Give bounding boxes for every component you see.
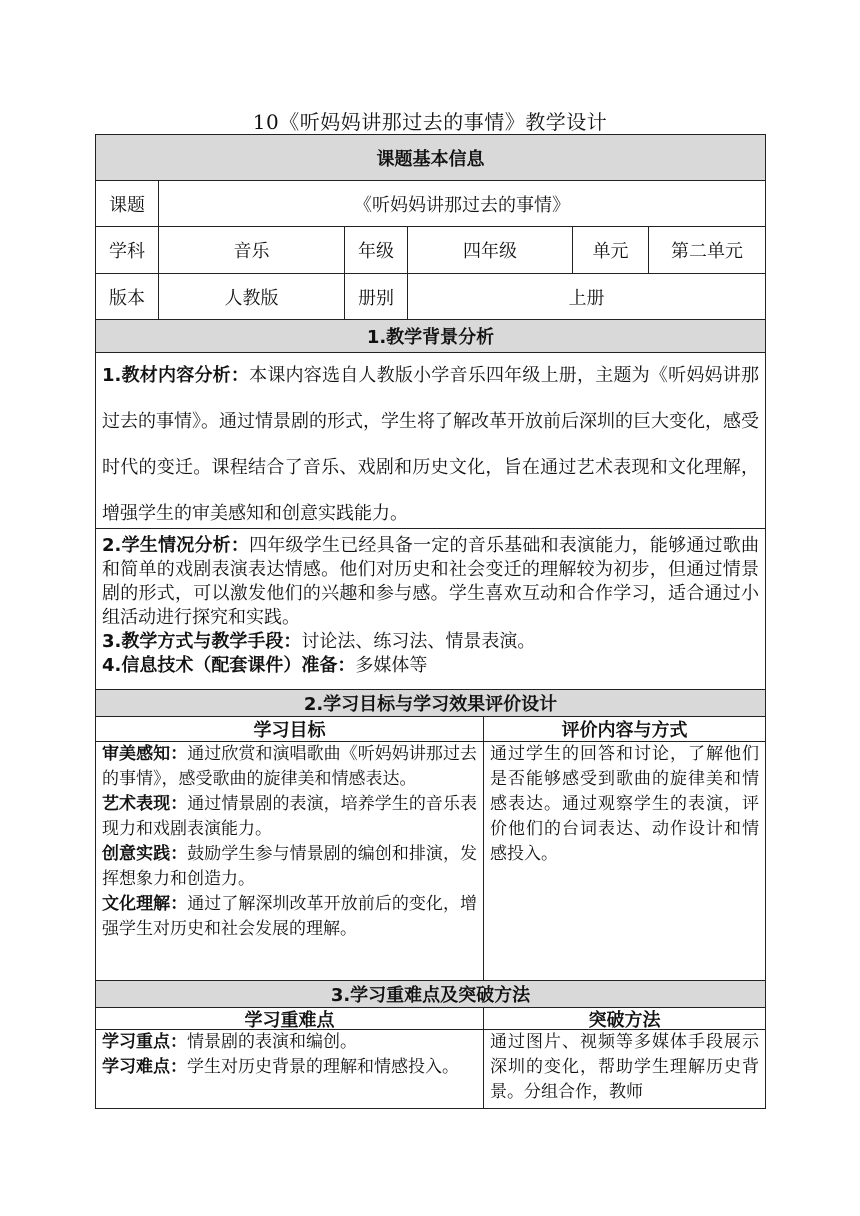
goal-label: 文化理解： — [102, 894, 188, 914]
goal-label: 审美感知： — [102, 744, 188, 764]
section3-header: 3.学习重难点及突破方法 — [95, 980, 766, 1008]
goal-label: 创意实践： — [102, 844, 188, 864]
grade-value: 四年级 — [407, 226, 573, 274]
teaching-methods-label: 3.教学方式与教学手段： — [102, 631, 302, 652]
method-column-header: 突破方法 — [483, 1007, 766, 1030]
evaluation-content: 通过学生的回答和讨论，了解他们是否能够感受到歌曲的旋律美和情感表达。通过观察学生的表演，评价他们的台词表达、动作设计和情感投入。 — [483, 741, 766, 981]
key-point — [102, 1030, 477, 1055]
goal-cultural — [102, 892, 477, 942]
unit-label: 单元 — [572, 226, 649, 274]
difficult-point-text: 学生对历史背景的理解和情感投入。 — [187, 1057, 459, 1077]
difficult-point — [102, 1055, 477, 1080]
key-point-text: 情景剧的表演和编创。 — [187, 1032, 357, 1052]
basic-info-header: 课题基本信息 — [95, 134, 766, 181]
topic-value: 《听妈妈讲那过去的事情》 — [158, 180, 766, 227]
difficult-point-label: 学习难点： — [102, 1057, 187, 1077]
goal-aesthetic — [102, 742, 477, 792]
goal-label: 艺术表现： — [102, 794, 188, 814]
it-preparation-label: 4.信息技术（配套课件）准备： — [102, 655, 356, 676]
goal-creative — [102, 842, 477, 892]
goal-text: 通过情景剧的表演，培养学生的音乐表现力和戏剧表演能力。 — [102, 794, 478, 839]
grade-label: 年级 — [344, 226, 408, 274]
student-analysis-label: 2.学生情况分析： — [102, 535, 250, 556]
subject-value: 音乐 — [158, 226, 345, 274]
section2-header: 2.学习目标与学习效果评价设计 — [95, 689, 766, 717]
unit-value: 第二单元 — [648, 226, 766, 274]
textbook-analysis-label: 1.教材内容分析： — [102, 365, 250, 386]
student-analysis — [102, 534, 759, 630]
topic-label: 课题 — [95, 180, 159, 227]
edition-label: 版本 — [95, 273, 159, 320]
evaluation-column-header: 评价内容与方式 — [483, 716, 766, 742]
goal-artistic — [102, 792, 477, 842]
it-preparation-text: 多媒体等 — [355, 655, 428, 676]
section1-header: 1.教学背景分析 — [95, 319, 766, 353]
teaching-methods-text: 讨论法、练习法、情景表演。 — [301, 631, 536, 652]
teaching-methods — [102, 630, 759, 654]
goals-column-header: 学习目标 — [95, 716, 484, 742]
volume-label: 册别 — [344, 273, 408, 320]
goal-text: 鼓励学生参与情景剧的编创和排演，发挥想象力和创造力。 — [102, 844, 478, 889]
goal-text: 通过了解深圳改革开放前后的变化，增强学生对历史和社会发展的理解。 — [102, 894, 478, 939]
goal-text: 通过欣赏和演唱歌曲《听妈妈讲那过去的事情》，感受歌曲的旋律美和情感表达。 — [102, 744, 478, 789]
edition-value: 人教版 — [158, 273, 345, 320]
difficulty-column-header: 学习重难点 — [95, 1007, 484, 1030]
learning-goals — [95, 741, 484, 981]
textbook-analysis — [95, 352, 766, 529]
textbook-analysis-text: 本课内容选自人教版小学音乐四年级上册，主题为《听妈妈讲那过去的事情》。通过情景剧的形式，学生将了解改革开放前后深圳的巨大变化，感受时代的变迁。课程结合了音乐、戏剧和历史文化，旨在通过艺术表现和文化理解，增强学生的审美感知和创意实践能力。 — [102, 365, 759, 524]
volume-value: 上册 — [407, 273, 766, 320]
breakthrough-method: 通过图片、视频等多媒体手段展示深圳的变化，帮助学生理解历史背景。分组合作，教师 — [483, 1029, 766, 1109]
document-title: 10《听妈妈讲那过去的事情》教学设计 — [252, 110, 608, 134]
key-point-label: 学习重点： — [102, 1032, 187, 1052]
key-difficult-points — [95, 1029, 484, 1109]
student-analysis-text: 四年级学生已经具备一定的音乐基础和表演能力，能够通过歌曲和简单的戏剧表演表达情感。他们对历史和社会变迁的理解较为初步，但通过情景剧的形式，可以激发他们的兴趣和参与感。学生喜欢互动和合作学习，适合通过小组活动进行探究和实践。 — [102, 535, 759, 628]
background-block — [95, 528, 766, 690]
subject-label: 学科 — [95, 226, 159, 274]
it-preparation — [102, 654, 759, 678]
